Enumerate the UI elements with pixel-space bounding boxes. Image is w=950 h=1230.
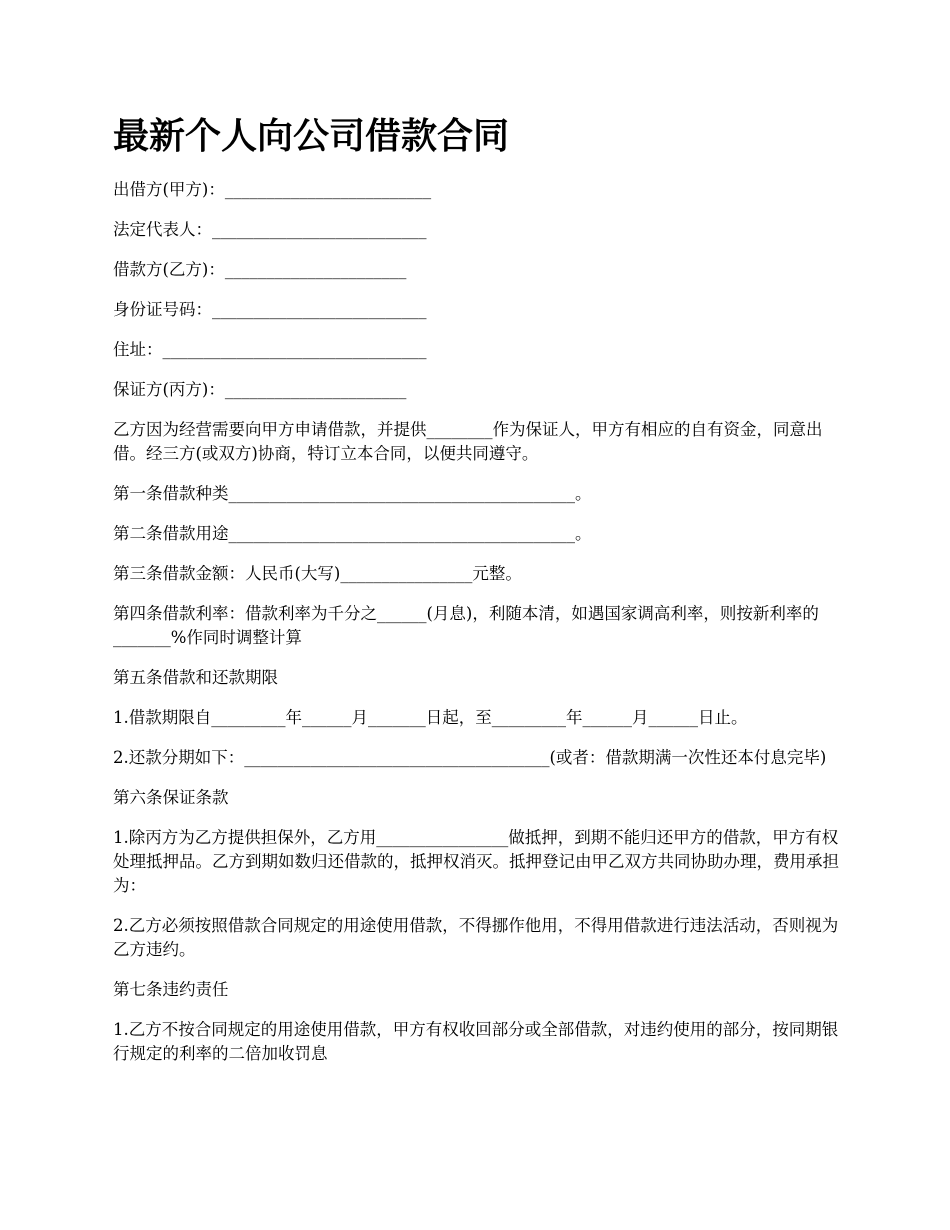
article-4-interest-rate: 第四条借款利率：借款利率为千分之______(月息)，利随本清，如遇国家调高利率，则按新利率的_______%作同时调整计算	[113, 604, 819, 647]
id-number-field: 身份证号码：__________________________	[113, 300, 427, 319]
article-2-loan-purpose: 第二条借款用途__________________________________________。	[113, 524, 592, 543]
article-5-heading: 第五条借款和还款期限	[113, 668, 278, 687]
article-7-heading: 第七条违约责任	[113, 980, 229, 999]
article-6-clause-2: 2.乙方必须按照借款合同规定的用途使用借款，不得挪作他用，不得用借款进行违法活动，否则视为乙方违约。	[113, 916, 839, 959]
address-field: 住址：________________________________	[113, 340, 427, 359]
borrower-field: 借款方(乙方)：______________________	[113, 260, 407, 279]
legal-representative-field: 法定代表人：__________________________	[113, 220, 427, 239]
document-body	[113, 178, 853, 1082]
preamble-paragraph: 乙方因为经营需要向甲方申请借款，并提供________作为保证人，甲方有相应的自有资金，同意出借。经三方(或双方)协商，特订立本合同，以便共同遵守。	[113, 420, 823, 463]
document-title: 最新个人向公司借款合同	[113, 115, 510, 157]
article-7-clause-1: 1.乙方不按合同规定的用途使用借款，甲方有权收回部分或全部借款，对违约使用的部分，按同期银行规定的利率的二倍加收罚息	[113, 1020, 839, 1063]
article-5-clause-1: 1.借款期限自_________年______月_______日起，至_________年______月______日止。	[113, 708, 748, 727]
article-5-clause-2: 2.还款分期如下：_____________________________________(或者：借款期满一次性还本付息完毕)	[113, 748, 827, 767]
article-6-clause-1: 1.除丙方为乙方提供担保外，乙方用________________做抵押，到期不能归还甲方的借款，甲方有权处理抵押品。乙方到期如数归还借款的，抵押权消灭。抵押登记由甲乙双方共同协助办理，费用承担为：	[113, 828, 839, 895]
lender-field: 出借方(甲方)：_________________________	[113, 180, 432, 199]
article-6-heading: 第六条保证条款	[113, 788, 229, 807]
guarantor-field: 保证方(丙方)：______________________	[113, 380, 407, 399]
article-1-loan-type: 第一条借款种类__________________________________________。	[113, 484, 592, 503]
article-3-loan-amount: 第三条借款金额：人民币(大写)________________元整。	[113, 564, 522, 583]
